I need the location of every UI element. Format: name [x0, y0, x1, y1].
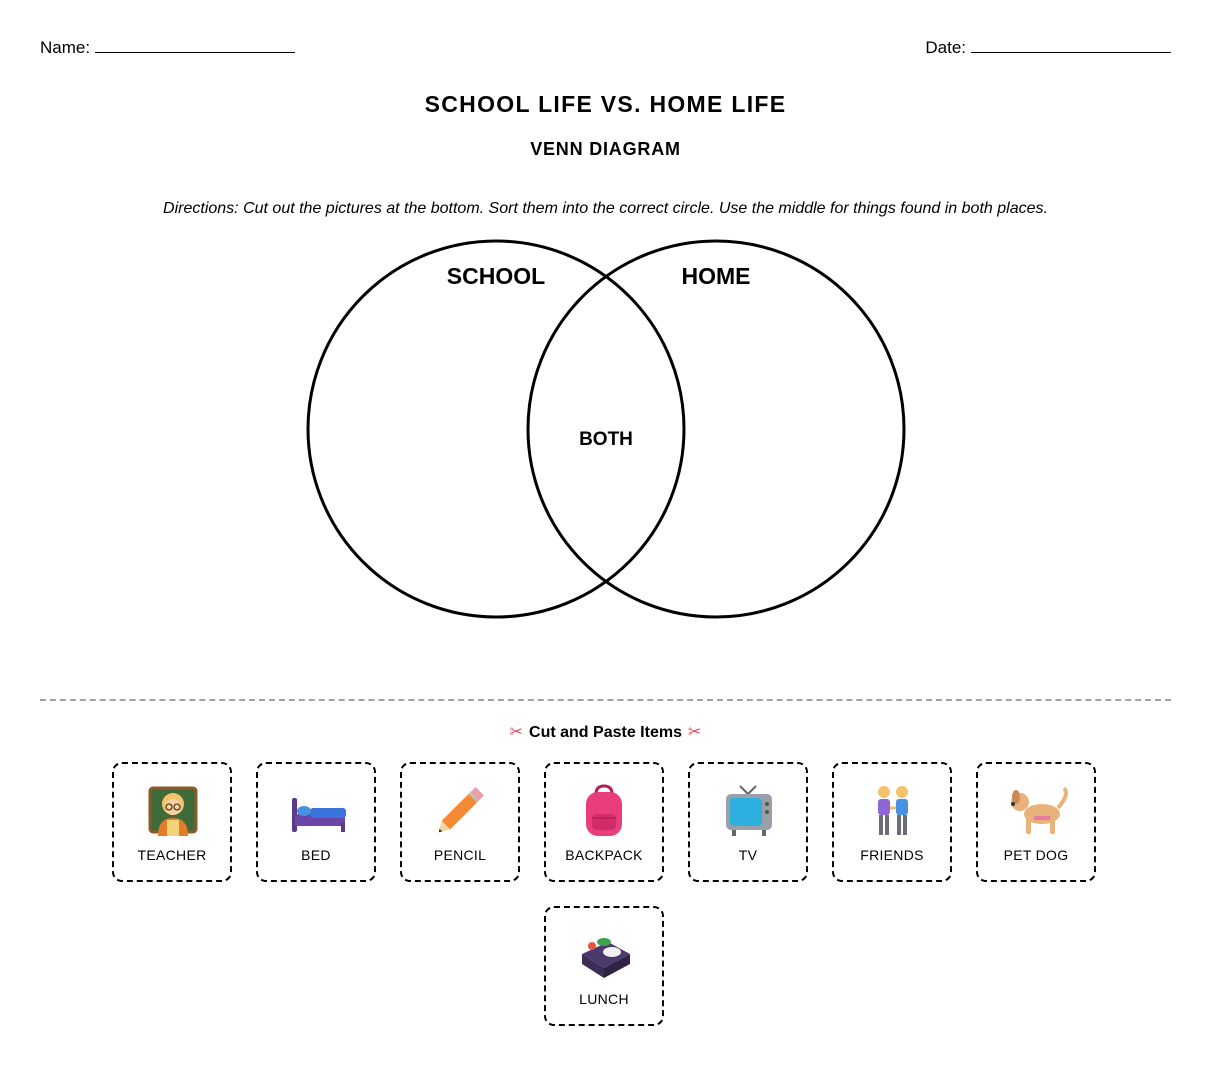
pencil-icon — [402, 784, 518, 838]
cut-title-text: Cut and Paste Items — [529, 724, 682, 741]
both-label: BOTH — [579, 429, 633, 450]
card-label: TEACHER — [137, 847, 207, 863]
dog-icon — [978, 784, 1094, 838]
name-label: Name: — [40, 38, 91, 57]
card-backpack[interactable] — [544, 762, 664, 882]
tv-icon — [690, 784, 806, 838]
lunch-box-icon — [546, 928, 662, 982]
page-title: SCHOOL LIFE VS. HOME LIFE — [424, 91, 787, 117]
page-subtitle: VENN DIAGRAM — [530, 139, 681, 159]
date-label: Date: — [925, 38, 966, 57]
backpack-icon — [546, 784, 662, 838]
home-label: HOME — [681, 263, 751, 289]
card-friends[interactable] — [832, 762, 952, 882]
card-lunch[interactable] — [544, 906, 664, 1026]
card-label: PET DOG — [1003, 847, 1069, 863]
friends-icon — [834, 784, 950, 838]
card-label: PENCIL — [433, 847, 487, 863]
card-label: FRIENDS — [860, 847, 924, 863]
teacher-icon — [114, 784, 230, 838]
cut-line — [40, 699, 1171, 701]
card-label: TV — [738, 847, 758, 863]
directions-text: Directions: Cut out the pictures at the bottom. Sort them into the correct circle. Use the middle for things found in both places. — [163, 200, 1048, 217]
bed-icon — [258, 784, 374, 838]
scissors-icon: ✂ — [687, 724, 702, 741]
card-tv[interactable] — [688, 762, 808, 882]
card-label: BACKPACK — [565, 847, 643, 863]
school-label: SCHOOL — [446, 263, 546, 289]
card-pencil[interactable] — [400, 762, 520, 882]
card-teacher[interactable] — [112, 762, 232, 882]
card-label: BED — [301, 847, 331, 863]
scissors-icon: ✂ — [509, 724, 524, 741]
cut-section-title — [0, 722, 1211, 742]
card-pet-dog[interactable] — [976, 762, 1096, 882]
card-bed[interactable] — [256, 762, 376, 882]
card-label: LUNCH — [579, 991, 629, 1007]
